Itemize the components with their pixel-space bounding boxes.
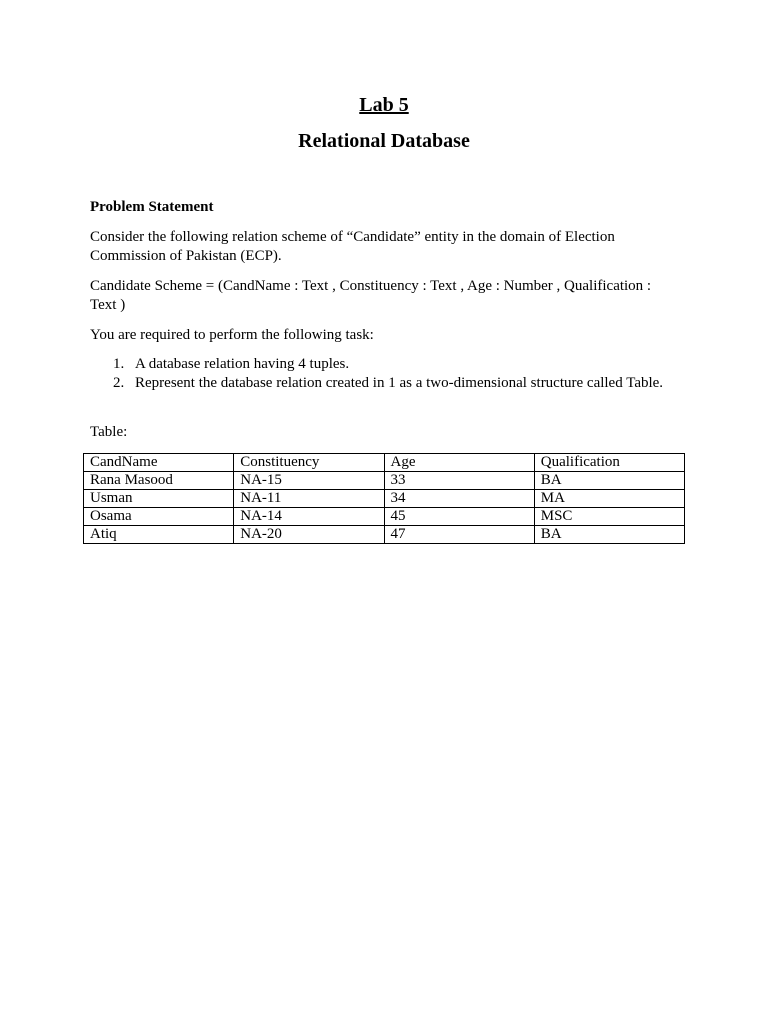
- task-number: 1.: [113, 356, 125, 372]
- problem-statement-heading: Problem Statement: [90, 199, 214, 215]
- document-title: Relational Database: [298, 130, 470, 152]
- table-row: [84, 490, 685, 508]
- table-cell: 45: [384, 508, 534, 526]
- header-cell: CandName: [84, 454, 234, 472]
- task-text: Represent the database relation created in 1 as a two-dimensional structure called Table.: [135, 375, 664, 391]
- task-list: [90, 355, 690, 393]
- table-cell: Osama: [84, 508, 234, 526]
- table-cell: BA: [534, 472, 684, 490]
- table-cell: NA-20: [234, 526, 384, 544]
- table-cell: Rana Masood: [84, 472, 234, 490]
- task-item: [90, 355, 690, 374]
- table-cell: NA-11: [234, 490, 384, 508]
- candidate-table: [83, 453, 685, 544]
- paragraph-consider: Consider the following relation scheme of “Candidate” entity in the domain of Election Commission of Pakistan (ECP).: [90, 229, 615, 264]
- table-row: [84, 526, 685, 544]
- table-cell: Atiq: [84, 526, 234, 544]
- header-cell: Qualification: [534, 454, 684, 472]
- paragraph-task-intro: You are required to perform the following task:: [90, 327, 374, 343]
- table-header-row: [84, 454, 685, 472]
- table-row: [84, 472, 685, 490]
- header-cell: Constituency: [234, 454, 384, 472]
- table-cell: 47: [384, 526, 534, 544]
- table-cell: Usman: [84, 490, 234, 508]
- task-number: 2.: [113, 375, 125, 391]
- paragraph-candidate-scheme: Candidate Scheme = (CandName : Text , Constituency : Text , Age : Number , Qualification : Text ): [90, 278, 652, 313]
- table-cell: BA: [534, 526, 684, 544]
- table-cell: MSC: [534, 508, 684, 526]
- table-cell: NA-15: [234, 472, 384, 490]
- table-cell: 34: [384, 490, 534, 508]
- table-row: [84, 508, 685, 526]
- lab-title: Lab 5: [359, 94, 409, 116]
- table-cell: 33: [384, 472, 534, 490]
- table-label: Table:: [90, 424, 128, 440]
- table-cell: MA: [534, 490, 684, 508]
- task-item: [90, 374, 690, 393]
- table-cell: NA-14: [234, 508, 384, 526]
- task-text: A database relation having 4 tuples.: [135, 356, 350, 372]
- header-cell: Age: [384, 454, 534, 472]
